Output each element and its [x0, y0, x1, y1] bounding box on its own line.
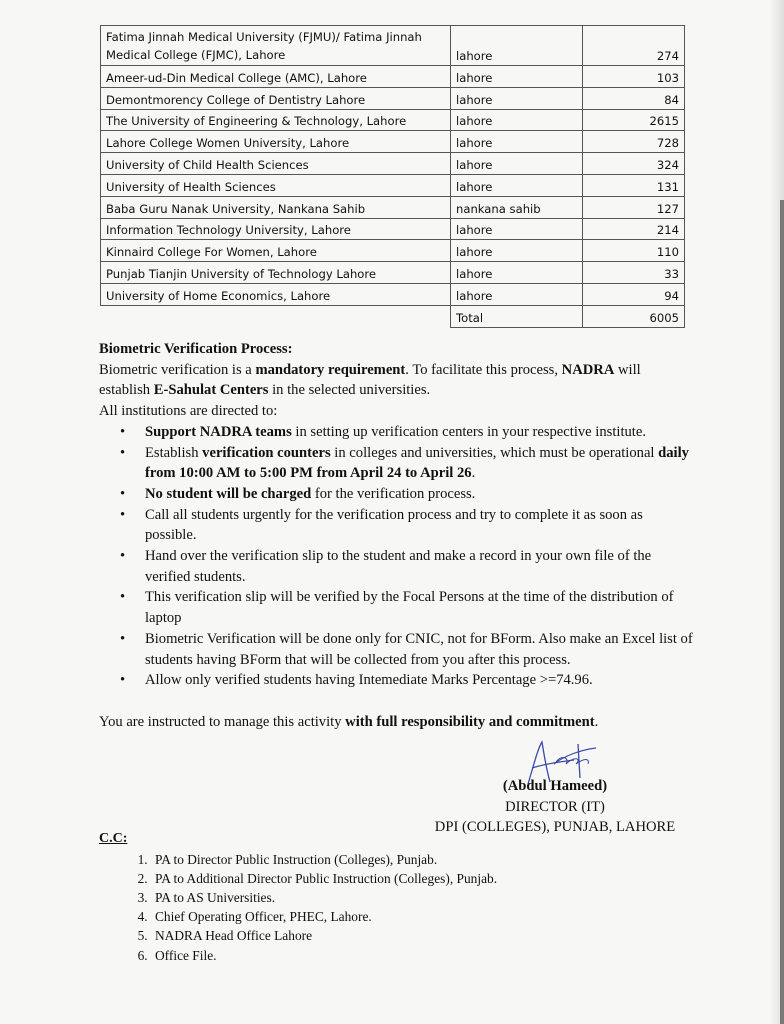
list-item: • Allow only verified students having Intemediate Marks Percentage >=74.96. [145, 670, 695, 691]
signatory-title: DIRECTOR (IT) [505, 798, 605, 815]
university-city: lahore [451, 283, 583, 305]
university-name: Lahore College Women University, Lahore [101, 131, 451, 153]
university-city: lahore [451, 66, 583, 88]
student-count: 103 [583, 66, 685, 88]
list-item: • Biometric Verification will be done only for CNIC, not for BForm. Also make an Excel list of students having BForm that will be collected from you after this process. [145, 629, 695, 670]
university-city: lahore [451, 174, 583, 196]
table-row [101, 262, 685, 284]
university-name: University of Health Sciences [101, 174, 451, 196]
student-count: 84 [583, 87, 685, 109]
cc-list [99, 850, 599, 965]
student-count: 94 [583, 283, 685, 305]
section-intro: Biometric verification is a mandatory requirement. To facilitate this process, NADRA will establish E-Sahulat Centers in the selected universities. [99, 361, 641, 399]
university-city: lahore [451, 87, 583, 109]
student-count: 131 [583, 174, 685, 196]
university-city: lahore [451, 218, 583, 240]
university-city: lahore [451, 153, 583, 175]
cc-item: 3. PA to AS Universities. [151, 888, 599, 907]
university-name: Demontmorency College of Dentistry Lahore [101, 87, 451, 109]
section-directive: All institutions are directed to: [99, 403, 278, 420]
table-row [101, 87, 685, 109]
university-city: lahore [451, 26, 583, 66]
list-item: • Hand over the verification slip to the student and make a record in your own file of the verified students. [145, 546, 695, 587]
total-value: 6005 [583, 305, 685, 327]
university-name: University of Home Economics, Lahore [101, 283, 451, 305]
student-count: 324 [583, 153, 685, 175]
university-name: The University of Engineering & Technology, Lahore [101, 109, 451, 131]
university-name: Fatima Jinnah Medical University (FJMU)/ Fatima Jinnah Medical College (FJMC), Lahore [101, 26, 451, 66]
table-row [101, 174, 685, 196]
scrollbar[interactable] [780, 200, 784, 1024]
list-item: • Support NADRA teams in setting up verification centers in your respective institute. [145, 422, 695, 443]
cc-item: 2. PA to Additional Director Public Instruction (Colleges), Punjab. [151, 869, 599, 888]
university-city: lahore [451, 131, 583, 153]
university-name: Kinnaird College For Women, Lahore [101, 240, 451, 262]
university-name: University of Child Health Sciences [101, 153, 451, 175]
table-row [101, 66, 685, 88]
student-count: 127 [583, 196, 685, 218]
table-row [101, 26, 685, 66]
cc-item: 1. PA to Director Public Instruction (Colleges), Punjab. [151, 850, 599, 869]
list-item: • No student will be charged for the verification process. [145, 484, 695, 505]
table-row [101, 218, 685, 240]
cc-item: 6. Office File. [151, 946, 599, 965]
list-item: • This verification slip will be verified by the Focal Persons at the time of the distribution of laptop [145, 587, 695, 628]
cc-section [99, 829, 599, 965]
university-name: Punjab Tianjin University of Technology Lahore [101, 262, 451, 284]
signatory-name: (Abdul Hameed) [502, 778, 608, 794]
list-item: • Establish verification counters in colleges and universities, which must be operational daily from 10:00 AM to 5:00 PM from April 24 to April 26. [145, 443, 695, 484]
table-row [101, 109, 685, 131]
list-item: • Call all students urgently for the verification process and try to complete it as soon as possible. [145, 505, 695, 546]
university-name: Ameer-ud-Din Medical College (AMC), Lahore [101, 66, 451, 88]
university-city: lahore [451, 109, 583, 131]
verification-section [99, 339, 695, 733]
student-count: 274 [583, 26, 685, 66]
cc-item: 5. NADRA Head Office Lahore [151, 926, 599, 945]
university-name: Baba Guru Nanak University, Nankana Sahib [101, 196, 451, 218]
section-heading: Biometric Verification Process: [99, 341, 293, 357]
table-row [101, 131, 685, 153]
university-city: nankana sahib [451, 196, 583, 218]
table-row [101, 153, 685, 175]
university-name: Information Technology University, Lahore [101, 218, 451, 240]
cc-title: C.C: [99, 831, 128, 846]
table-total-row [101, 305, 685, 327]
student-count: 33 [583, 262, 685, 284]
table-row [101, 240, 685, 262]
closing-statement: You are instructed to manage this activity with full responsibility and commitment. [99, 713, 599, 730]
university-city: lahore [451, 262, 583, 284]
signatory-office: DPI (COLLEGES), PUNJAB, LAHORE [434, 819, 676, 836]
student-count: 110 [583, 240, 685, 262]
student-count: 2615 [583, 109, 685, 131]
student-count: 728 [583, 131, 685, 153]
table-row [101, 283, 685, 305]
university-city: lahore [451, 240, 583, 262]
table-row [101, 196, 685, 218]
university-table [100, 25, 685, 328]
instruction-list [99, 422, 695, 691]
total-spacer [101, 305, 451, 327]
total-label: Total [451, 305, 583, 327]
student-count: 214 [583, 218, 685, 240]
cc-item: 4. Chief Operating Officer, PHEC, Lahore. [151, 907, 599, 926]
